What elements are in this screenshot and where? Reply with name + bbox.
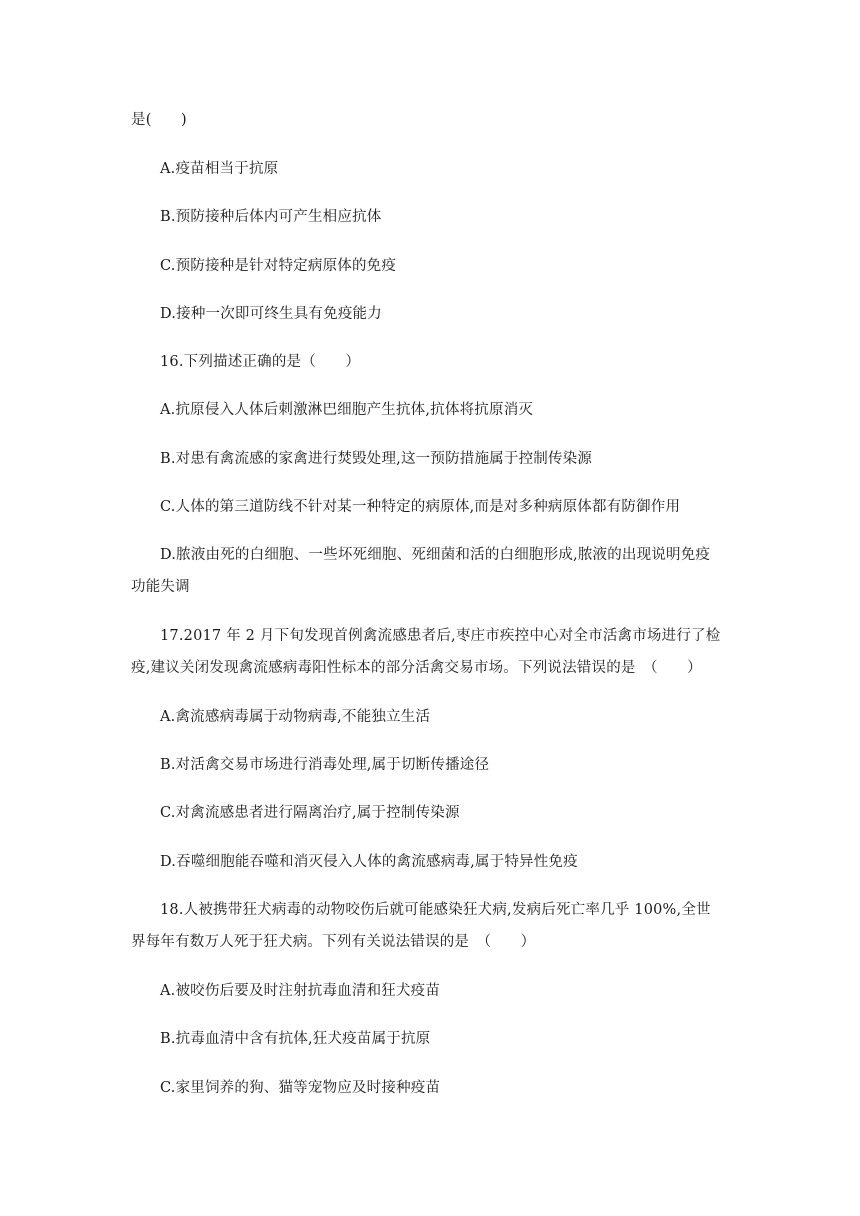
- q15-option-a: A.疫苗相当于抗原: [160, 161, 279, 177]
- q18-option-a: A.被咬伤后要及时注射抗毒血清和狂犬疫苗: [160, 983, 441, 999]
- q17-option-b: B.对活禽交易市场进行消毒处理,属于切断传播途径: [160, 757, 490, 773]
- q18-option-b: B.抗毒血清中含有抗体,狂犬疫苗属于抗原: [160, 1031, 431, 1047]
- q15-option-d: D.接种一次即可终生具有免疫能力: [160, 306, 382, 322]
- q17-stem-line2: 疫,建议关闭发现禽流感病毒阳性标本的部分活禽交易市场。下列说法错误的是 （ ）: [131, 660, 702, 676]
- q16-option-d: D.脓液由死的白细胞、一些坏死细胞、死细菌和活的白细胞形成,脓液的出现说明免疫: [160, 547, 711, 563]
- q16-option-b: B.对患有禽流感的家禽进行焚毁处理,这一预防措施属于控制传染源: [160, 451, 593, 467]
- q17-option-c: C.对禽流感患者进行隔离治疗,属于控制传染源: [160, 805, 460, 821]
- q16-option-a: A.抗原侵入人体后刺激淋巴细胞产生抗体,抗体将抗原消灭: [160, 402, 534, 418]
- q15-option-b: B.预防接种后体内可产生相应抗体: [160, 209, 382, 225]
- q17-option-a: A.禽流感病毒属于动物病毒,不能独立生活: [160, 709, 431, 725]
- q18-stem-line2: 界每年有数万人死于狂犬病。下列有关说法错误的是 （ ）: [131, 934, 536, 950]
- q17-option-d: D.吞噬细胞能吞噬和消灭侵入人体的禽流感病毒,属于特异性免疫: [160, 854, 578, 870]
- q17-stem-line1: 17.2017 年 2 月下旬发现首例禽流感患者后,枣庄市疾控中心对全市活禽市场进行了检: [160, 628, 721, 644]
- q15-option-c: C.预防接种是针对特定病原体的免疫: [160, 258, 397, 274]
- q18-stem-line1: 18.人被携带狂犬病毒的动物咬伤后就可能感染狂犬病,发病后死亡率几乎 100%,全世: [160, 902, 711, 918]
- q15-stem-tail: 是( ): [131, 112, 187, 128]
- q16-option-d-continued: 功能失调: [131, 579, 190, 595]
- q18-option-c: C.家里饲养的狗、猫等宠物应及时接种疫苗: [160, 1080, 441, 1096]
- q16-option-c: C.人体的第三道防线不针对某一种特定的病原体,而是对多种病原体都有防御作用: [160, 499, 681, 515]
- q16-stem: 16.下列描述正确的是（ ）: [160, 354, 361, 370]
